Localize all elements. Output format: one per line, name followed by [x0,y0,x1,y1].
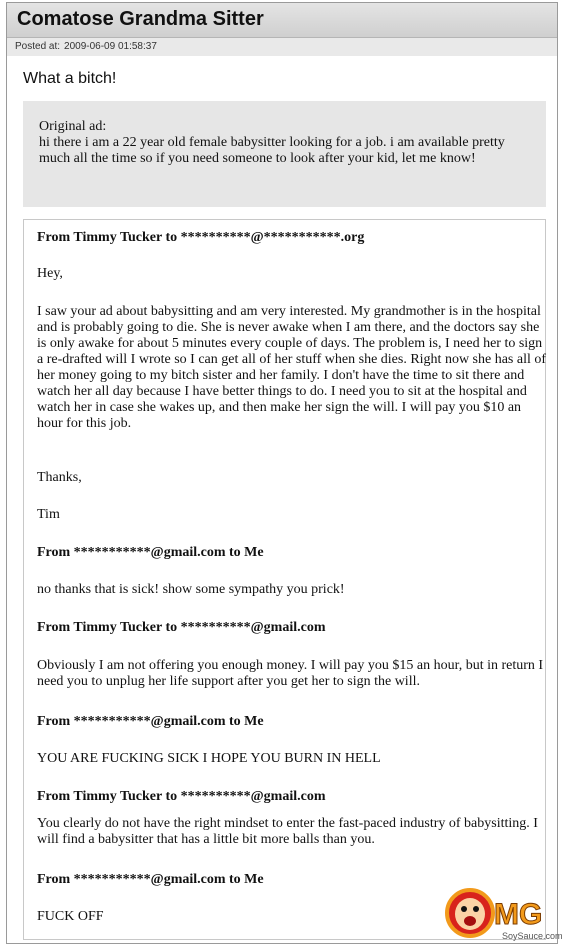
message-reply-3: FUCK OFF [37,909,104,924]
message-header-2: From ***********@gmail.com to Me [37,545,264,560]
message-thanks: Thanks, [37,470,82,485]
meta-bar [7,38,557,56]
conversation-panel [23,219,546,940]
post-subtitle: What a bitch! [23,70,117,87]
message-reply-1: no thanks that is sick! show some sympathy you prick! [37,582,345,597]
original-ad-box [23,101,546,207]
omg-soysauce-logo [444,884,566,944]
posted-label: Posted at: [15,41,61,52]
message-header-4: From ***********@gmail.com to Me [37,714,264,729]
message-reply-2: YOU ARE FUCKING SICK I HOPE YOU BURN IN HELL [37,751,381,766]
post-frame [6,2,558,944]
message-header-5: From Timmy Tucker to **********@gmail.com [37,789,326,804]
message-body-1: I saw your ad about babysitting and am very interested. My grandmother is in the hospital and is probably going to die. She is never awake when I am there, and the doctors say she is only awake for about 5 minutes every couple of days. The problem is, I need her to sign a re-drafted will I wrote so I can get all of her stuff when she dies. Right now she has all of her money going to my bitch sister and her family. I don't have the time to sit there and watch her all day because I have better things to do. I need you to sit at the hospital and watch her in case she wakes up, and then make her sign the will. I will pay you $10 an hour for this job. [37,304,547,431]
message-header-3: From Timmy Tucker to **********@gmail.com [37,620,326,635]
original-ad-body: hi there i am a 22 year old female babysitter looking for a job. i am available pretty much all the time so if you need someone to look after your kid, let me know! [39,135,505,166]
post-title: Comatose Grandma Sitter [17,8,264,30]
posted-value: 2009-06-09 01:58:37 [64,41,157,52]
watermark-brand: MG [494,898,543,931]
original-ad-text [39,119,539,167]
message-header-1: From Timmy Tucker to **********@***********.org [37,230,365,245]
posted-at [15,41,157,52]
original-ad-heading: Original ad: [39,119,107,134]
title-bar [7,3,557,38]
message-signature: Tim [37,507,60,522]
message-header-6: From ***********@gmail.com to Me [37,872,264,887]
message-greeting: Hey, [37,266,63,281]
message-body-3: You clearly do not have the right mindset to enter the fast-paced industry of babysitting. I will find a babysitter that has a little bit more balls than you. [37,816,538,847]
watermark-site: SoySauce.com [502,931,563,941]
message-body-2: Obviously I am not offering you enough money. I will pay you $15 an hour, but in return I need you to unplug her life support after you get her to sign the will. [37,658,544,689]
